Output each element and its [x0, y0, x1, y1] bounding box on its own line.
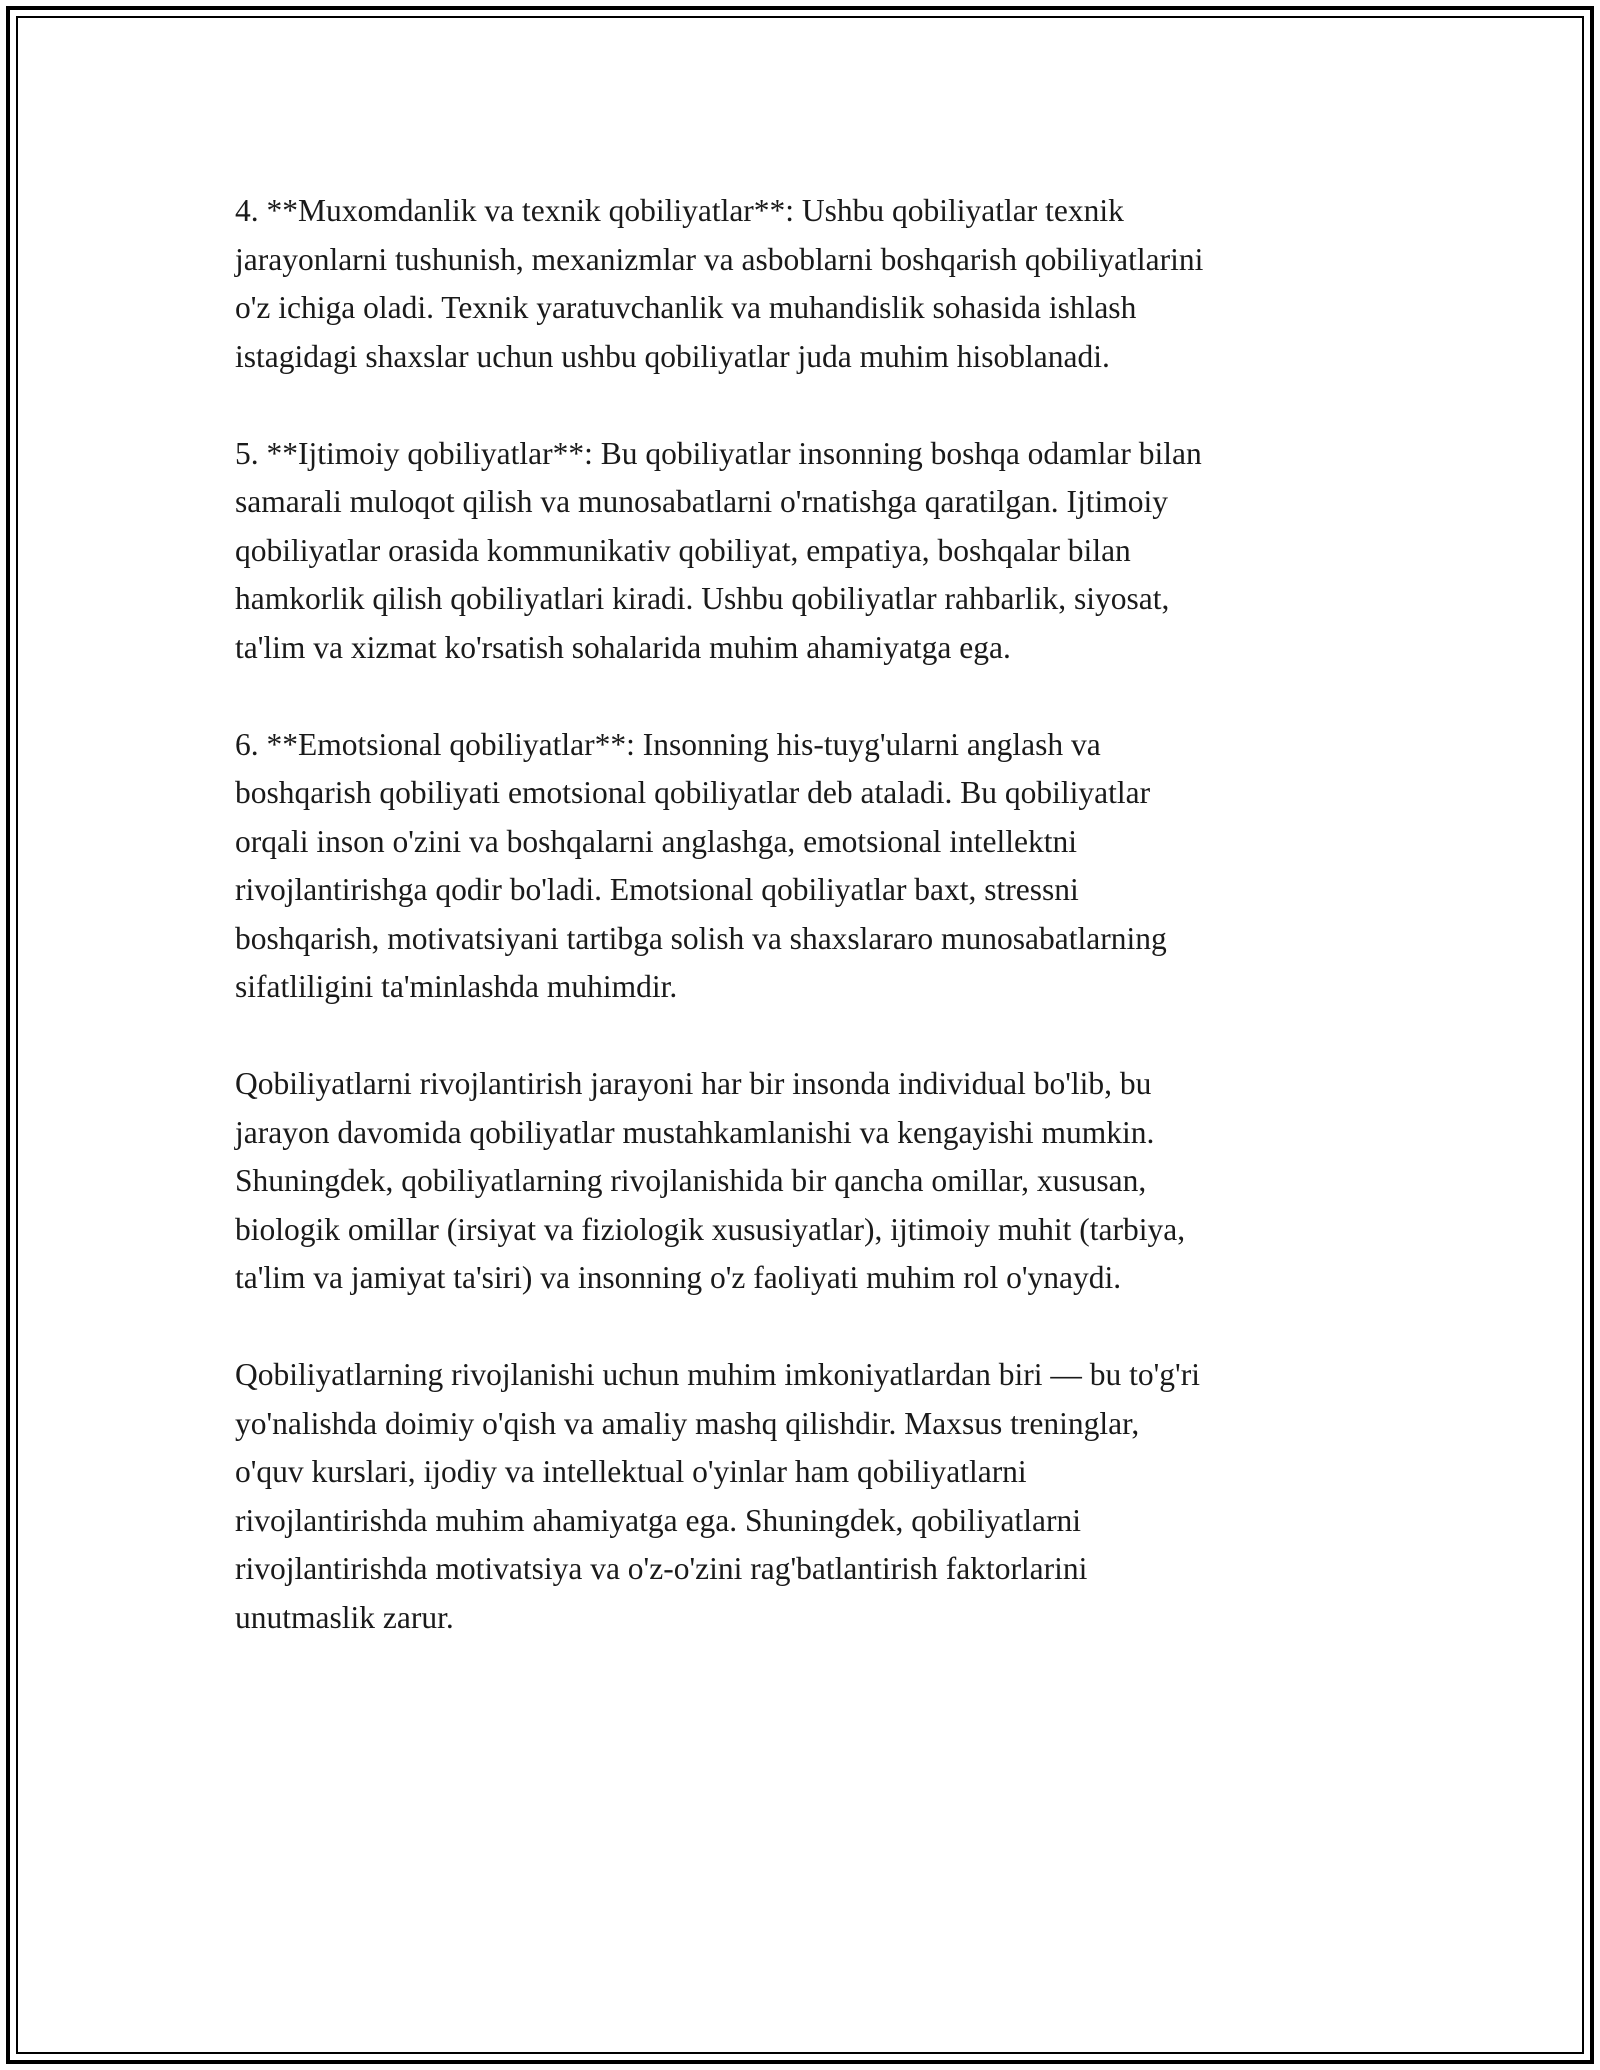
text-line: rivojlantirishda motivatsiya va o'z-o'zini rag'batlantirish faktorlarini — [235, 1551, 1088, 1586]
text-line: 6. **Emotsional qobiliyatlar**: Insonning his-tuyg'ularni anglash va — [235, 726, 1101, 762]
document-body — [235, 187, 1385, 1691]
text-line: boshqarish, motivatsiyani tartibga solish va shaxslararo munosabatlarning — [235, 920, 1167, 956]
text-line: hamkorlik qilish qobiliyatlari kiradi. Ushbu qobiliyatlar rahbarlik, siyosat, — [235, 581, 1170, 616]
text-line: o'quv kurslari, ijodiy va intellektual o'yinlar ham qobiliyatlarni — [235, 1454, 1027, 1489]
text-line: jarayonlarni tushunish, mexanizmlar va asboblarni boshqarish qobiliyatlarini — [235, 241, 1204, 277]
paragraph-technical-abilities — [235, 187, 1385, 381]
text-line: rivojlantirishda muhim ahamiyatga ega. Shuningdek, qobiliyatlarni — [235, 1502, 1081, 1538]
text-line: qobiliyatlar orasida kommunikativ qobiliyat, empatiya, boshqalar bilan — [235, 532, 1131, 568]
text-line: jarayon davomida qobiliyatlar mustahkamlanishi va kengayishi mumkin. — [235, 1114, 1155, 1150]
text-line: 5. **Ijtimoiy qobiliyatlar**: Bu qobiliyatlar insonning boshqa odamlar bilan — [235, 435, 1202, 471]
text-line: istagidagi shaxslar uchun ushbu qobiliyatlar juda muhim hisoblanadi. — [235, 338, 1110, 374]
text-line: Qobiliyatlarni rivojlantirish jarayoni har bir insonda individual bo'lib, bu — [235, 1066, 1152, 1101]
text-line: biologik omillar (irsiyat va fiziologik xususiyatlar), ijtimoiy muhit (tarbiya, — [235, 1211, 1186, 1247]
paragraph-social-abilities — [235, 430, 1385, 673]
text-line: Qobiliyatlarning rivojlanishi uchun muhim imkoniyatlardan biri — bu to'g'ri — [235, 1357, 1200, 1392]
text-line: unutmaslik zarur. — [235, 1599, 454, 1635]
text-line: yo'nalishda doimiy o'qish va amaliy mashq qilishdir. Maxsus treninglar, — [235, 1405, 1140, 1441]
paragraph-development-process — [235, 1060, 1385, 1303]
text-line: samarali muloqot qilish va munosabatlarni o'rnatishga qaratilgan. Ijtimoiy — [235, 484, 1168, 519]
text-line: 4. **Muxomdanlik va texnik qobiliyatlar**: Ushbu qobiliyatlar texnik — [235, 193, 1124, 228]
text-line: Shuningdek, qobiliyatlarning rivojlanishida bir qancha omillar, xususan, — [235, 1163, 1147, 1198]
text-line: o'z ichiga oladi. Texnik yaratuvchanlik va muhandislik sohasida ishlash — [235, 290, 1137, 325]
paragraph-development-opportunities — [235, 1351, 1385, 1642]
paragraph-emotional-abilities — [235, 721, 1385, 1012]
text-line: boshqarish qobiliyati emotsional qobiliyatlar deb ataladi. Bu qobiliyatlar — [235, 775, 1151, 810]
text-line: ta'lim va xizmat ko'rsatish sohalarida muhim ahamiyatga ega. — [235, 629, 1011, 665]
text-line: orqali inson o'zini va boshqalarni anglashga, emotsional intellektni — [235, 823, 1077, 859]
text-line: sifatliligini ta'minlashda muhimdir. — [235, 969, 678, 1004]
text-line: ta'lim va jamiyat ta'siri) va insonning o'z faoliyati muhim rol o'ynaydi. — [235, 1260, 1122, 1295]
text-line: rivojlantirishga qodir bo'ladi. Emotsional qobiliyatlar baxt, stressni — [235, 872, 1079, 907]
